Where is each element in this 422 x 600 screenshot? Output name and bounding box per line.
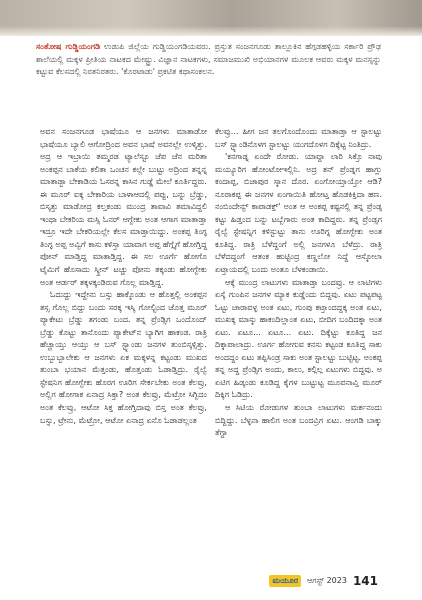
paragraph: ಓದುದ್ದು ಇದ್ದೇನು ಬಸ್ಸು ಹಾಕ್ಕೊಂಡು ಆ ಹೊತ್ತಲ್ಲಿ ಅಂಕಪ್ಪನ ತಸ್ಸ ಗೊಲ್ಲ ಬಿದ್ದು ಬಂದು ಸರಕ್ಕ ಇಸ್ಕಿ ಗೋಲ್ಟಿಂದ ಜೊತ್ತ ಮೂರ್ ಪ್ಯಾಕೇಟು ಬ್ರೆಡ್ಡು ತಗಂಡು ಬಂದ. ತನ್ನ ಪ್ರೆಂಡ್ಸಿಗ ಒಂದೊಂದ್ ಬ್ರೆಡ್ಡು ಕೊಟ್ಟು ತಾನೊಂದು ಪ್ಯಾಕೇಟ್‌ನ ಬ್ಯಾಗಿಗ ಹಾಕಂಡ. ರಾತ್ರಿ ಹೆಚ್ಚಾಯ್ತು ಆಯ್ತು ಆ ಬಸ್ ಸ್ಟ್ಯಾಂಡು ಜನಗಳ ತುಂಬಿಸ್ಕಳ್ಸಿತ್ತು. ಉಬ್ಬುಬ್ಬಾಲೇಕು ಆ ಜನಗಳು ಏಕ ಮಕ್ಕಳನ್ನ ಕಟ್ಟಂಡು ಮುಖದ ತುಂಬಾ ಭಯಾನ ಮೆತ್ತಂಡು, ಹೊತ್ತಂಡು ಓಡಾಡ್ತಿದ್ರು. ರೈಲ್ವೆ ಸ್ಟೇಷನಿಗ ಹೋಗ್ಬೇಕು ಹೊರಗ ಊರಿಗ ಸೇರ್ಕಬೇಕು ಅಂತ ಕೆಲವ್ರು, ಅಲ್ಲಿಗ ಹೋಗಾಕ ಏನಾದ್ರ ಸಿಕ್ತಾ? ಅಂತ ಕೆಲವ್ರು, ಮೆಟ್ರೋ ಸಿಗ್ಬಿದಂ ಅಂತ ಕೆಲವ್ರು, ಆಟೋ ಸಿಕ್ತ ಹೋಗ್ತಿದಾವು ಬಿಸ್ತ ಅಂತ ಕೆಲವ್ರು, ಬಸ್ಸು, ಟ್ರೇನು, ಮೆಟ್ರೋ, ಆಟೋ ಏನಾದ್ರ ಏನೊ ಓಡಾಡಲ್ಲಂತ [40, 290, 207, 425]
author-bio [36, 40, 381, 78]
page-number: 141 [352, 574, 378, 588]
header-photo [0, 0, 422, 36]
right-column [215, 126, 382, 440]
magazine-logo: ಮಯೂರ [269, 575, 301, 587]
paragraph: ಕೆಲವ್ರು... ಹೀಗ ಜನ ತಲಗೊಂದೊಂದು ಮಾತಾಡ್ತಾ ಆ ಸ್ಟಾಲಟ್ಟು ಬಸ್ ಸ್ಟ್ಯಾಂಡಿನೊಳಗ ಸ್ಟಾಲಟ್ಟು ಯುಗದೊಳಗ ದಿಕ್ಕೆಟ್ಟ ನಿಂತಿದ್ರು. [215, 127, 382, 149]
paragraph: 'ಕನಗಾಡ್ನ ಏಂದೇ ರೋಡು. ಯಾವ್ದಾ ಲಾರಿ ಸಿಕ್ತೊ ನಾವು ಮಯ್ಯೂರಿಗ ಹೋಂಟೋಇಲ್ಲಿನಿ. ಅದ್ರ ತನ್ ಪ್ರೆಂಡ್ನಗ ಹಾಗ್ಲು ಕಂದಾಪ್ಪ, ಬಿಜಾಪುರ ಸ್ಕಾನ ದೊರ. ಏಂಗೋಯ್ತಾಯ್ತೋ ಆಡಿ? ನೂರಾಕಪ್ಪ ಈ ಜನಗಳ ಏಂಗಾಯಿತಿ ಹೋಟ್ತ ಹೊಡಕಿಕ್ತಿದಾ ಹಣ. ನಂಬಿಂದೇನ್ವ್ ಕಾಪಾಡಕ್ತ್' ಅಂತ ಆ ಅಂಕಪ್ಪ ಕಷ್ಟನಲ್ಲಿ ತನ್ನ ಪ್ರೆಂಡ್ಸ ಕಟ್ಟು ಹಿಡ್ತಂದ ಬನ್ನು ಟಬ್ಬೆಗಾರು ಅಂತ ಕಾದಿದ್ದರು. ತನ್ನ ಪ್ರೆಂಡ್ಸಗ ರೈಲ್ವೆ ಸ್ಟೇಷನ್ನಿಗ ಕಳಿಸ್ಟುಟ್ಟು ತಾನು ಊರಿಗ್ನ ಹೋಗ್ಬೇಕು ಅಂತ ಕೂತಿದ್ದ. ರಾತ್ರಿ ಬೆಳೆದ್ದಂಗೆ ಅಲ್ಲಿ ಜನಗಳೂ ಬೆಳೆದ್ರು. ರಾತ್ರಿ ಬೆಳೆದದ್ದಂಗೆ ಆತಂಕ ಹುಟ್ಟಿಂದ್ರ ಕಣ್ಣಲೋ ನಿದ್ದೆ ಆಸ್ಕೋಲಾ ಏಟ್ತಾಯದಲ್ಲಿ ಬಂದು ಅಂತೂ ಬೆಳಕಂಡಾಯಿ. [215, 152, 382, 275]
paragraph: ಅವನ ಸಂಜನಗೂಡ ಭಾಷೆಯೂ ಆ ಜನಗಳು ಮಾತಾಡೋ ಭಾಷೆಯೂ ಬ್ಯಾಲಿ ಆಗೋದ್ರಿಂದ ಅವನ ಭಾಷೆ ಅವನಲ್ಲೇ ಉಳ್ಕಿತ್ತು. ಅದ್ರ ಆ ಇಬ್ರಾಯಿ ತಮ್ಮರಡ ಟ್ಯಾಲೆಸ್ಟೂ ಜೆಪ ಜೆನ ಮರಿತಾ ಅಂಕಪ್ಪನ ಬಾಕೆಯ ಕಲಿತಾ ಒಂಚನ ಕಲ್ಲೇ ಬುಟ್ಟು ಅದ್ರಿಂದ ತನ್ನನ್ನ ಮಾತಾಡ್ಬಾ ಬೇಕಾಡಿಯ ಓಸರನ್ನ ಕಾಸಿನ ಗುಡ್ಡೆ ಮೇಲೆ ಕೂರ್ತಿದ್ದರು. ಈ ಮೂರ್ ಐಕ್ಕ ಬೇಕಾರಿಯ ಬಾಳಾಆದಲ್ಲಿ ಪಪ್ಪು, ಬನ್ನು ಬ್ರೆಡ್ಡು, ಬಿಸ್ಕತ್ತು ಮಾಡೋದ್ರ ಕಲ್ತಕಂಡು ಮುಂದ್ರ ತಾವಾವಿ ತಮಾವಿದ್ದಲಿ ಇಂಥಾ ಬೇಕರಿಯ ಮಸ್ಸಿ ಓನರ್ ಆಗ್ಬೇಕು ಅಂತ ಆಗಾಗ ಮಾತಾಡ್ತಾ ಇದ್ರೂ ಇದೇ ಬೇಕರಿಯಲ್ಲೇ ಕೆಲಸ ಮಾಡ್ತಾಯಿದ್ದು. ಅಂಕಪ್ಪ ತಿಂಗ್ಳ ತಿಂಗ್ಳ ಅಪ್ಪ ಅವ್ವಿಗೆ ಕಾಸು ಕಳಿಸ್ತಾ ಯಾವಾಗ ಅಪ್ಪ ಹೆಗ್ಗೈಗೆ ಹೋಗ್ತಿದ್ದ ಪೋನ್ ಮಾಡ್ತಿದ್ದ ಮಾತಾಡ್ತಿದ್ದ. ಈ ಸಲ ಊರ್ಗೆ ಹೋಗೊ ಟೈಮಿಗೆ ಹೊಸಾದು ಸ್ಕ್ರೀನ್ ಟಚ್ಚು ಪೋನು ತಕ್ಕಂಡು ಹೋಗ್ಬೇಕು ಅಂತ ಆರ್ಡರ್ ತಕ್ಕಳಕ್ಕಂಡಿರುವ ಗೊಲ್ಲ ಮಾಡ್ತಿದ್ದ. [40, 127, 207, 287]
author-bio-text: ಉಡುಪಿ ಜಿಲ್ಲೆಯ ಗುಡ್ಡಿಯಂಗಡಿಯವರು. ಪ್ರಸ್ತುತ ಸಂಜನಗೂಡು ತಾಲ್ಲೂಕಿನ ಹೆಗ್ಗಡಹಳ್ಳಿಯ ಸರ್ಕಾರಿ ಪ್ರೌಢ ಶಾಲೆಯಲ್ಲಿ ಮಕ್ಕಳ ಪ್ರೀತಿಯ ನಾಟಕದ ಮೇಷ್ಟ್ರು. ವಿಜ್ಞಾನ ನಾಟಕಗಳು, ಸಮಾಜಮುಖಿ ಅಭಿಯಾನಗಳ ಮೂಲಕ ಆವರು ಮಕ್ಕಳ ಮನಸ್ಸನ್ನು ಕಟ್ಟುವ ಕೆಲಸದಲ್ಲಿ ನಿರತನಿರತರು. 'ಕೊರಟಾಡು' ಪ್ರಕಟಿತ ಕಥಾಸಂಕಲನ. [36, 41, 381, 77]
paragraph: ಆಕ್ಕೆ ಮುಂದ್ರ ಲಾಟುಗಳು ಮಾತಾಡ್ತಾ ಬಂದವ್ರು. ಆ ಲಾಟಿಗಳು ಏಸ್ಕೆ ಗುಂಪಿನ ಜನಗಳ ಮ್ಯಾಕ ಕುಡ್ಡೆಂದು ಬಿದ್ದವು. ಏಟು ಪಟ್ಟಪಟ್ಟ ಓಟ್ಟು ಜಾರಾವಳ್ಳ ಅಂತ ಏಟು, ಗುಂಪು ಕಟ್ತಾಂದದ್ದಕ್ಕ ಅಂತ ಏಟು, ಮುಖಕ್ಕ ಮಾಸ್ಕು ಹಾಕಂದಿಲ್ಲಾಂತ ಏಟು, ಬೀದಿಗ ಬಂದಿದಕ್ಕಾ ಅಂತ ಏಟು. ಏಟೂ... ಏಟೂ... ಏಟು. ದಿಕ್ಕೆಟ್ಟು ಕೂತಿದ್ದ ಜನ ದಿಕ್ಕಾಪಾಲಾದ್ರು. ಊರ್ಗ ಹೋಗುವ ಕನಸು ಕಟ್ಟಂಡ ಕೂತಿದ್ದ ಸಾಕು ಅಂದದ್ದಂ ಏಟು ತಪ್ಪಿಸಿಂಡ್ರ ಸಾಕು ಅಂತ ಸ್ಟಾಲಟ್ಟು ಬುಟ್ಟಿಟ್ಟ. ಅಂಕಪ್ಪ ತನ್ನ ಅದ್ದ ಪ್ರೆಂಡ್ಸಿಗ ಅಂದು, ಕಾಲು, ಕಲ್ಗಿಲ್ಗ ಏಟುಗಳು ಬಿದ್ದವು. ಅ ಏಟಿಗ ಹಿಡ್ಕಂಡು ಕೂಡಿದ್ದ ಕೈಗಳ ಬುಟ್ಟುಟ್ಟ ಮೂವನಾವ್ತಿ ಮೂರ್ ದಿಕ್ಕಿಗ ಓಡಿದ್ರು. [215, 277, 382, 400]
issue-date: ಆಗಸ್ಟ್ 2023 [307, 576, 347, 585]
page-footer [269, 574, 378, 588]
author-name: ಸಂತೋಷ ಗುಡ್ಡಿಯಂಗಡಿ [36, 41, 101, 51]
left-column [40, 126, 207, 427]
paragraph: ಆ ಸಿಟಿಯ ರೋಡುಗಳ ತುಂಬಾ ಲಾಟುಗಳು ಮರ್ಕನಂದು ಬಿದ್ದಿದ್ದು. ಬೆಳ್ಳನಾ ಹಾಲಿಗ ಅಂತ ಬಂದವ್ರಿಗ ಏಟು. ಆಂಗಡಿ ಬಾಕ್ಕು ತೆಗ್ದಾ [215, 403, 382, 438]
